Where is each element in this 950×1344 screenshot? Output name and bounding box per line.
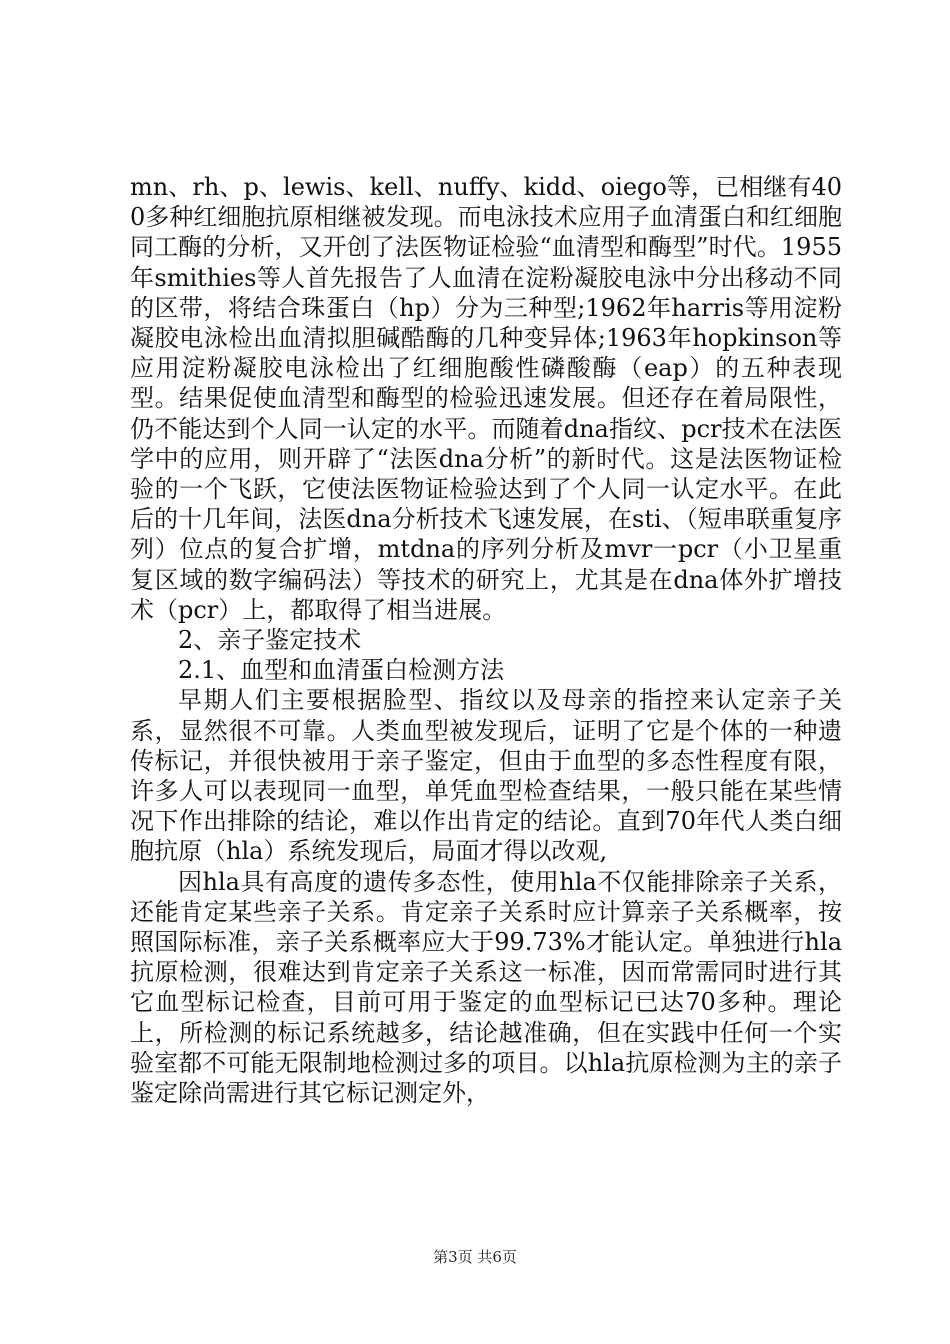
paragraph: 早期人们主要根据脸型、指纹以及母亲的指控来认定亲子关系，显然很不可靠。人类血型被发现后，证明了它是个体的一种遗传标记，并很快被用于亲子鉴定，但由于血型的多态性程度有限，许多人可以表现同一血型，单凭血型检查结果，一般只能在某些情况下作出排除的结论，难以作出肯定的结论。直到70年代人类白细胞抗原（hla）系统发现后，局面才得以改观, <box>130 686 842 866</box>
subsection-heading: 2.1、血型和血清蛋白检测方法 <box>178 656 505 685</box>
document-body <box>130 172 842 1108</box>
paragraph: 因hla具有高度的遗传多态性，使用hla不仅能排除亲子关系，还能肯定某些亲子关系。肯定亲子关系时应计算亲子关系概率，按照国际标准，亲子关系概率应大于99.73%才能认定。单独进行hla抗原检测，很难达到肯定亲子关系这一标准，因而常需同时进行其它血型标记检查，目前可用于鉴定的血型标记已达70多种。理论上，所检测的标记系统越多，结论越准确，但在实践中任何一个实验室都不可能无限制地检测过多的项目。以hla抗原检测为主的亲子鉴定除尚需进行其它标记测定外， <box>130 867 842 1108</box>
section-heading: 2、亲子鉴定技术 <box>178 626 362 655</box>
paragraph-continuation: mn、rh、p、lewis、kell、nuffy、kidd、oiego等，已相继有400多种红细胞抗原相继被发现。而电泳技术应用子血清蛋白和红细胞同工酶的分析，又开创了法医物证检验“血清型和酶型”时代。1955年smithies等人首先报告了人血清在淀粉凝胶电泳中分出移动不同的区带，将结合珠蛋白（hp）分为三种型;1962年harris等用淀粉凝胶电泳检出血清拟胆碱酷酶的几种变异体;1963年hopkinson等应用淀粉凝胶电泳检出了红细胞酸性磷酸酶（eap）的五种表现型。结果促使血清型和酶型的检验迅速发展。但还存在着局限性，仍不能达到个人同一认定的水平。而随着dna指纹、pcr技术在法医学中的应用，则开辟了“法医dna分析”的新时代。这是法医物证检验的一个飞跃，它使法医物证检验达到了个人同一认定水平。在此后的十几年间，法医dna分析技术飞速发展，在sti、（短串联重复序列）位点的复合扩增，mtdna的序列分析及mvr一pcr（小卫星重复区域的数字编码法）等技术的研究上，尤其是在dna体外扩增技术（pcr）上，都取得了相当进展。 <box>130 173 842 624</box>
page-footer: 第3页 共6页 <box>433 1248 517 1266</box>
